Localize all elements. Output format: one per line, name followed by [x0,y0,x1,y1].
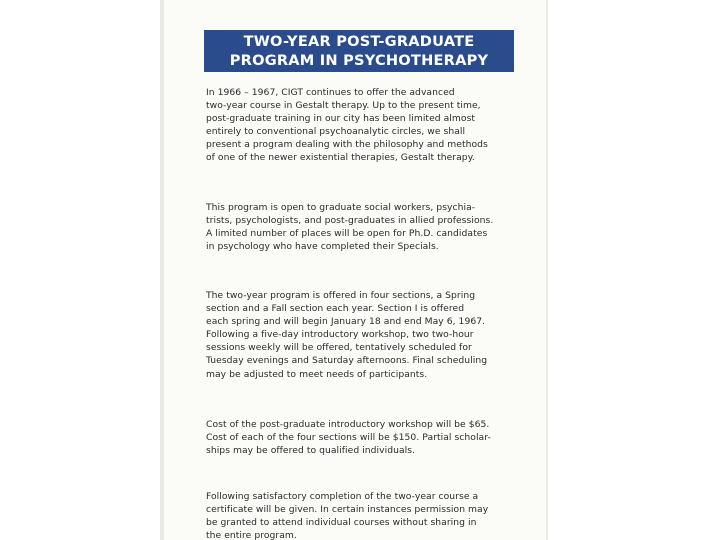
text-line: ships may be offered to qualified individuals. [206,445,416,457]
title-line-1: TWO-YEAR POST-GRADUATE [243,33,475,50]
text-line: each spring and will begin January 18 and end May 6, 1967. [206,316,486,328]
paragraph-certificate [206,490,518,540]
text-line: In 1966 – 1967, CIGT continues to offer the advanced [206,87,455,98]
text-line: in psychology who have completed their Specials. [206,241,439,253]
text-line: Cost of each of the four sections will be $150. Partial scholar- [206,432,491,444]
text-line: Tuesday evenings and Saturday afternoons. Final scheduling [206,355,488,367]
text-line: two-year course in Gestalt therapy. Up to the present time, [206,100,481,112]
text-line: of one of the newer existential therapies, Gestalt therapy. [206,152,475,164]
text-line: Cost of the post-graduate introductory workshop will be $65. [206,419,490,430]
text-line: present a program dealing with the philosophy and methods [206,139,488,151]
text-line: sessions weekly will be offered, tentatively scheduled for [206,342,472,354]
text-line: the entire program. [206,530,297,540]
text-line: trists, psychologists, and post-graduates in allied professions. [206,215,494,227]
text-line: may be adjusted to meet needs of participants. [206,368,428,380]
text-line: entirely to conventional psychoanalytic circles, we shall [206,126,466,138]
text-line: post-graduate training in our city has been limited almost [206,113,476,125]
text-line: section and a Fall section each year. Section I is offered [206,303,465,315]
title-banner [204,30,514,72]
text-line: certificate will be given. In certain instances permission may [206,504,489,516]
title-line-2: PROGRAM IN PSYCHOTHERAPY [229,52,489,69]
paragraph-schedule [206,289,518,381]
text-line: Following satisfactory completion of the two-year course a [206,491,479,502]
paragraph-cost [206,418,518,457]
text-line: A limited number of places will be open for Ph.D. candidates [206,228,488,240]
text-line: Following a five-day introductory workshop, two two-hour [206,329,474,341]
paragraph-introduction [206,86,518,165]
text-line: This program is open to graduate social workers, psychia- [206,202,476,213]
text-line: The two-year program is offered in four sections, a Spring [206,290,476,301]
text-line: be granted to attend individual courses without sharing in [206,517,477,529]
brochure-page [164,0,546,540]
paragraph-eligibility [206,201,518,253]
